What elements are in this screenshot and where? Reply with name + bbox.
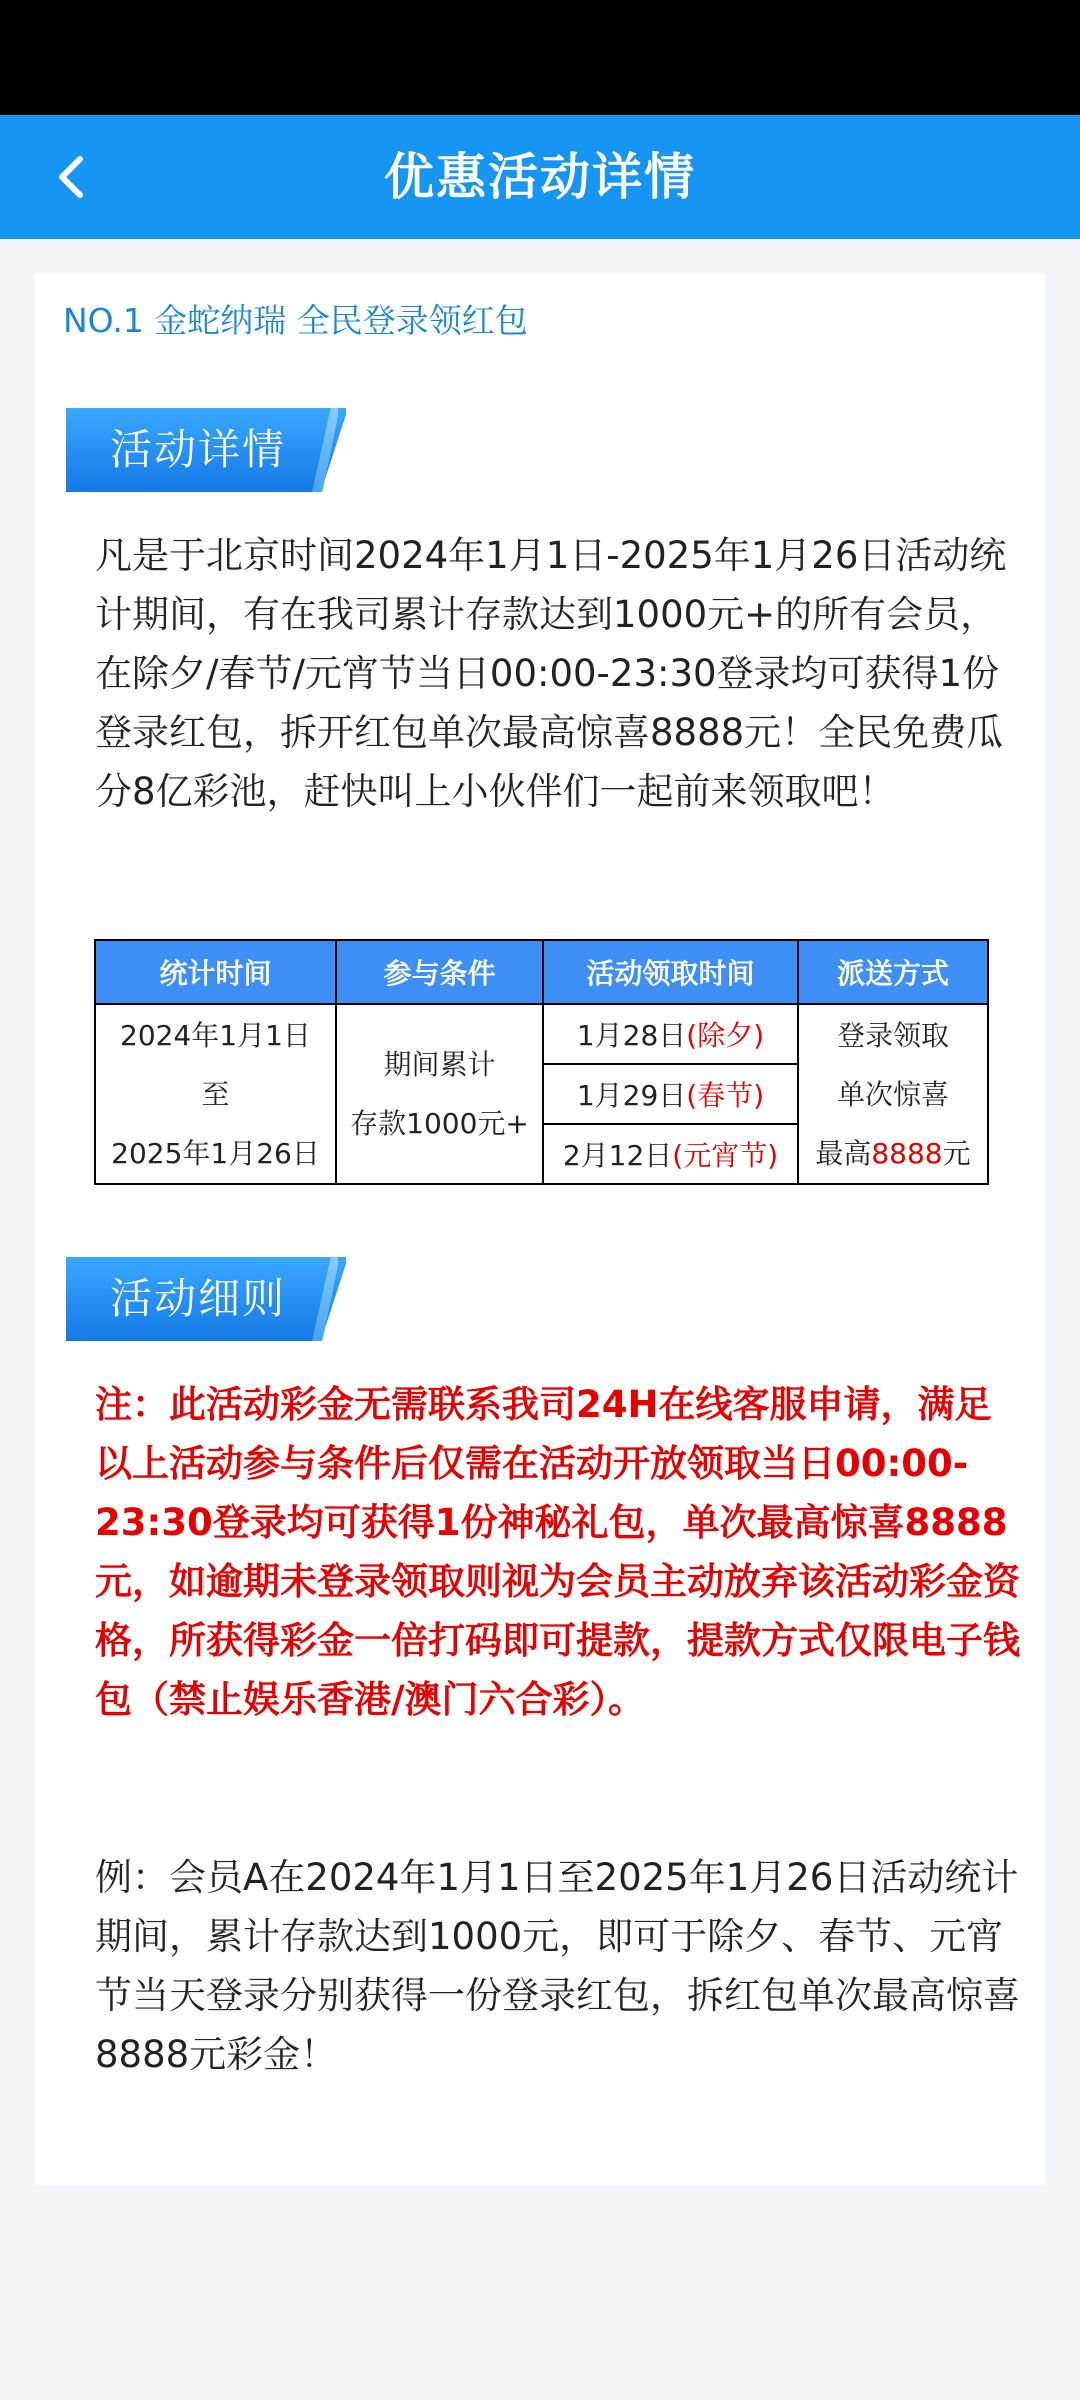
claim-time-cell xyxy=(543,1004,798,1064)
status-bar xyxy=(0,0,1080,115)
condition-line: 期间累计 xyxy=(383,1048,496,1081)
condition-cell xyxy=(336,1004,543,1184)
claim-date: 1月28日 xyxy=(576,1019,687,1052)
delivery-suffix: 元 xyxy=(942,1136,971,1170)
period-end: 2025年1月26日 xyxy=(111,1136,320,1170)
delivery-prefix: 最高 xyxy=(815,1136,872,1170)
period-start: 2024年1月1日 xyxy=(120,1018,311,1052)
section-label: 活动详情 xyxy=(110,425,287,474)
delivery-line xyxy=(801,1124,985,1183)
delivery-amount: 8888 xyxy=(871,1136,943,1170)
details-paragraph: 凡是于北京时间2024年1月1日-2025年1月26日活动统计期间，有在我司累计存款达到1000元+的所有会员，在除夕/春节/元宵节当日00:00-23:30登录均可获得1份登录红包，拆开红包单次最高惊喜8888元！全民免费瓜分8亿彩池，赶快叫上小伙伴们一起前来领取吧！ xyxy=(95,534,1007,813)
delivery-line: 单次惊喜 xyxy=(836,1077,949,1111)
claim-date: 2月12日 xyxy=(562,1139,673,1172)
section-label: 活动细则 xyxy=(110,1274,287,1323)
section-header-details xyxy=(66,408,346,492)
claim-time-cell xyxy=(543,1124,798,1184)
table-header: 参与条件 xyxy=(336,940,543,1004)
promo-card xyxy=(35,273,1045,2185)
claim-festival: (元宵节) xyxy=(672,1139,779,1172)
claim-festival: (除夕) xyxy=(686,1019,765,1052)
nav-bar xyxy=(0,115,1080,239)
table-header: 派送方式 xyxy=(798,940,988,1004)
claim-festival: (春节) xyxy=(686,1079,765,1112)
table-header-row xyxy=(95,940,988,1004)
promo-title: NO.1 金蛇纳瑞 全民登录领红包 xyxy=(63,301,528,340)
rules-note: 注：此活动彩金无需联系我司24H在线客服申请，满足以上活动参与条件后仅需在活动开放领取当日00:00-23:30登录均可获得1份神秘礼包，单次最高惊喜8888元，如逾期未登录领取则视为会员主动放弃该活动彩金资格，所获得彩金一倍打码即可提款，提款方式仅限电子钱包（禁止娱乐香港/澳门六合彩）。 xyxy=(95,1383,1020,1721)
page-title: 优惠活动详情 xyxy=(384,148,696,206)
delivery-line: 登录领取 xyxy=(836,1018,949,1052)
period-to: 至 xyxy=(201,1077,230,1111)
claim-time-cell xyxy=(543,1064,798,1124)
table-row xyxy=(95,1004,988,1064)
claim-date: 1月29日 xyxy=(576,1079,687,1112)
section-header-rules xyxy=(66,1257,346,1341)
table-header: 活动领取时间 xyxy=(543,940,798,1004)
activity-table xyxy=(94,939,989,1185)
example-paragraph: 例：会员A在2024年1月1日至2025年1月26日活动统计期间，累计存款达到1000元，即可于除夕、春节、元宵节当天登录分别获得一份登录红包，拆红包单次最高惊喜8888元彩金！ xyxy=(95,1856,1020,2076)
period-cell xyxy=(95,1004,336,1184)
table-header: 统计时间 xyxy=(95,940,336,1004)
delivery-cell xyxy=(798,1004,988,1184)
condition-line: 存款1000元+ xyxy=(350,1107,529,1140)
